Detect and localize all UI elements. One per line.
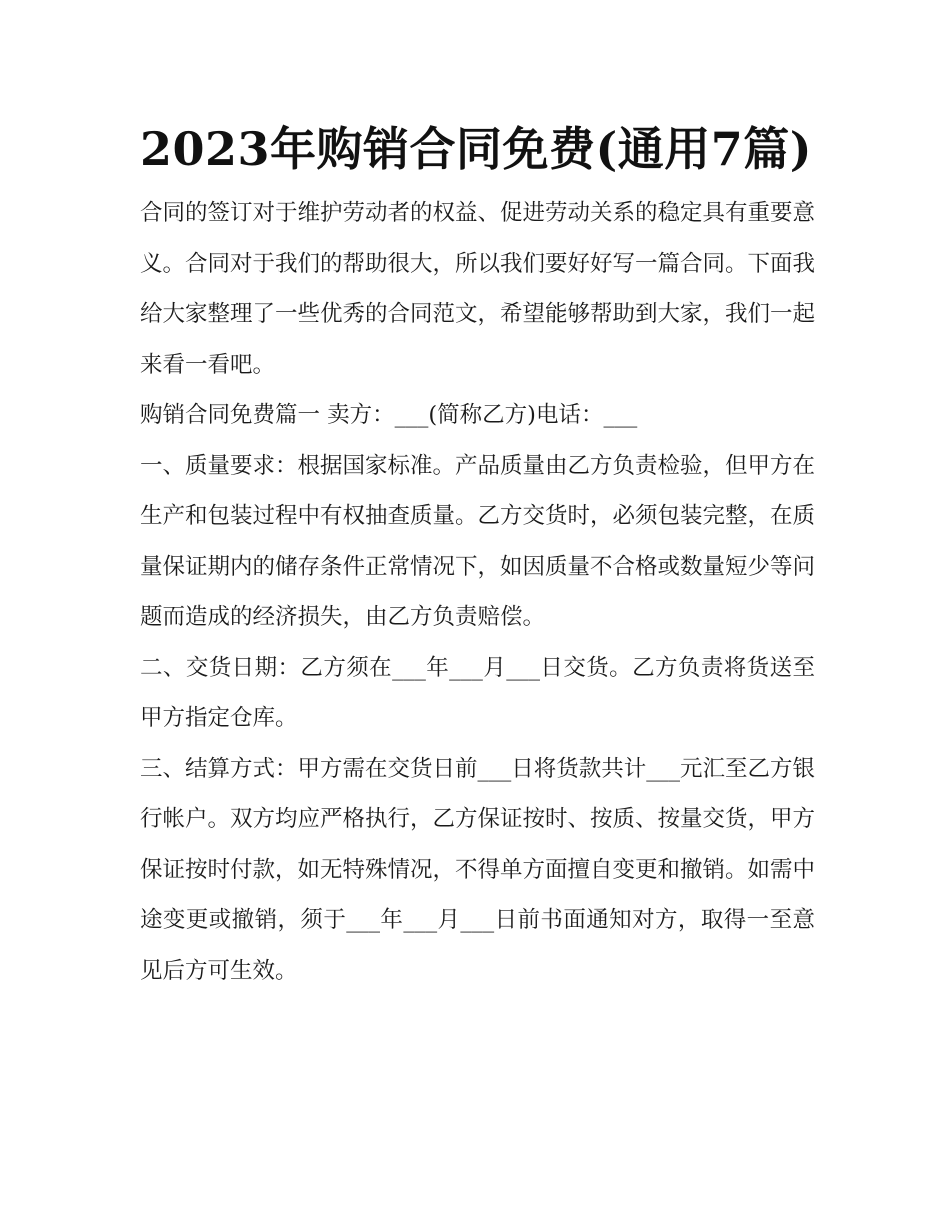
intro-paragraph: 合同的签订对于维护劳动者的权益、促进劳动关系的稳定具有重要意义。合同对于我们的帮助很大，所以我们要好好写一篇合同。下面我给大家整理了一些优秀的合同范文，希望能够帮助到大家，我们一起来看一看吧。 <box>140 200 816 378</box>
clause-quality-paragraph: 一、质量要求：根据国家标准。产品质量由乙方负责检验，但甲方在生产和包装过程中有权抽查质量。乙方交货时，必须包装完整，在质量保证期内的储存条件正常情况下，如因质量不合格或数量短少等问题而造成的经济损失，由乙方负责赔偿。 <box>140 452 816 630</box>
document-title: 2023年购销合同免费(通用7篇) <box>140 122 813 176</box>
clause-delivery-paragraph: 二、交货日期：乙方须在___年___月___日交货。乙方负责将货送至甲方指定仓库。 <box>140 654 815 731</box>
document-body <box>140 118 815 996</box>
contract-heading-paragraph: 购销合同免费篇一 卖方：___(简称乙方)电话：___ <box>140 402 638 428</box>
clause-settlement-paragraph: 三、结算方式：甲方需在交货日前___日将货款共计___元汇至乙方银行帐户。双方均应严格执行，乙方保证按时、按质、按量交货，甲方保证按时付款，如无特殊情况，不得单方面擅自变更和撤销。如需中途变更或撤销，须于___年___月___日前书面通知对方，取得一至意见后方可生效。 <box>140 755 816 984</box>
